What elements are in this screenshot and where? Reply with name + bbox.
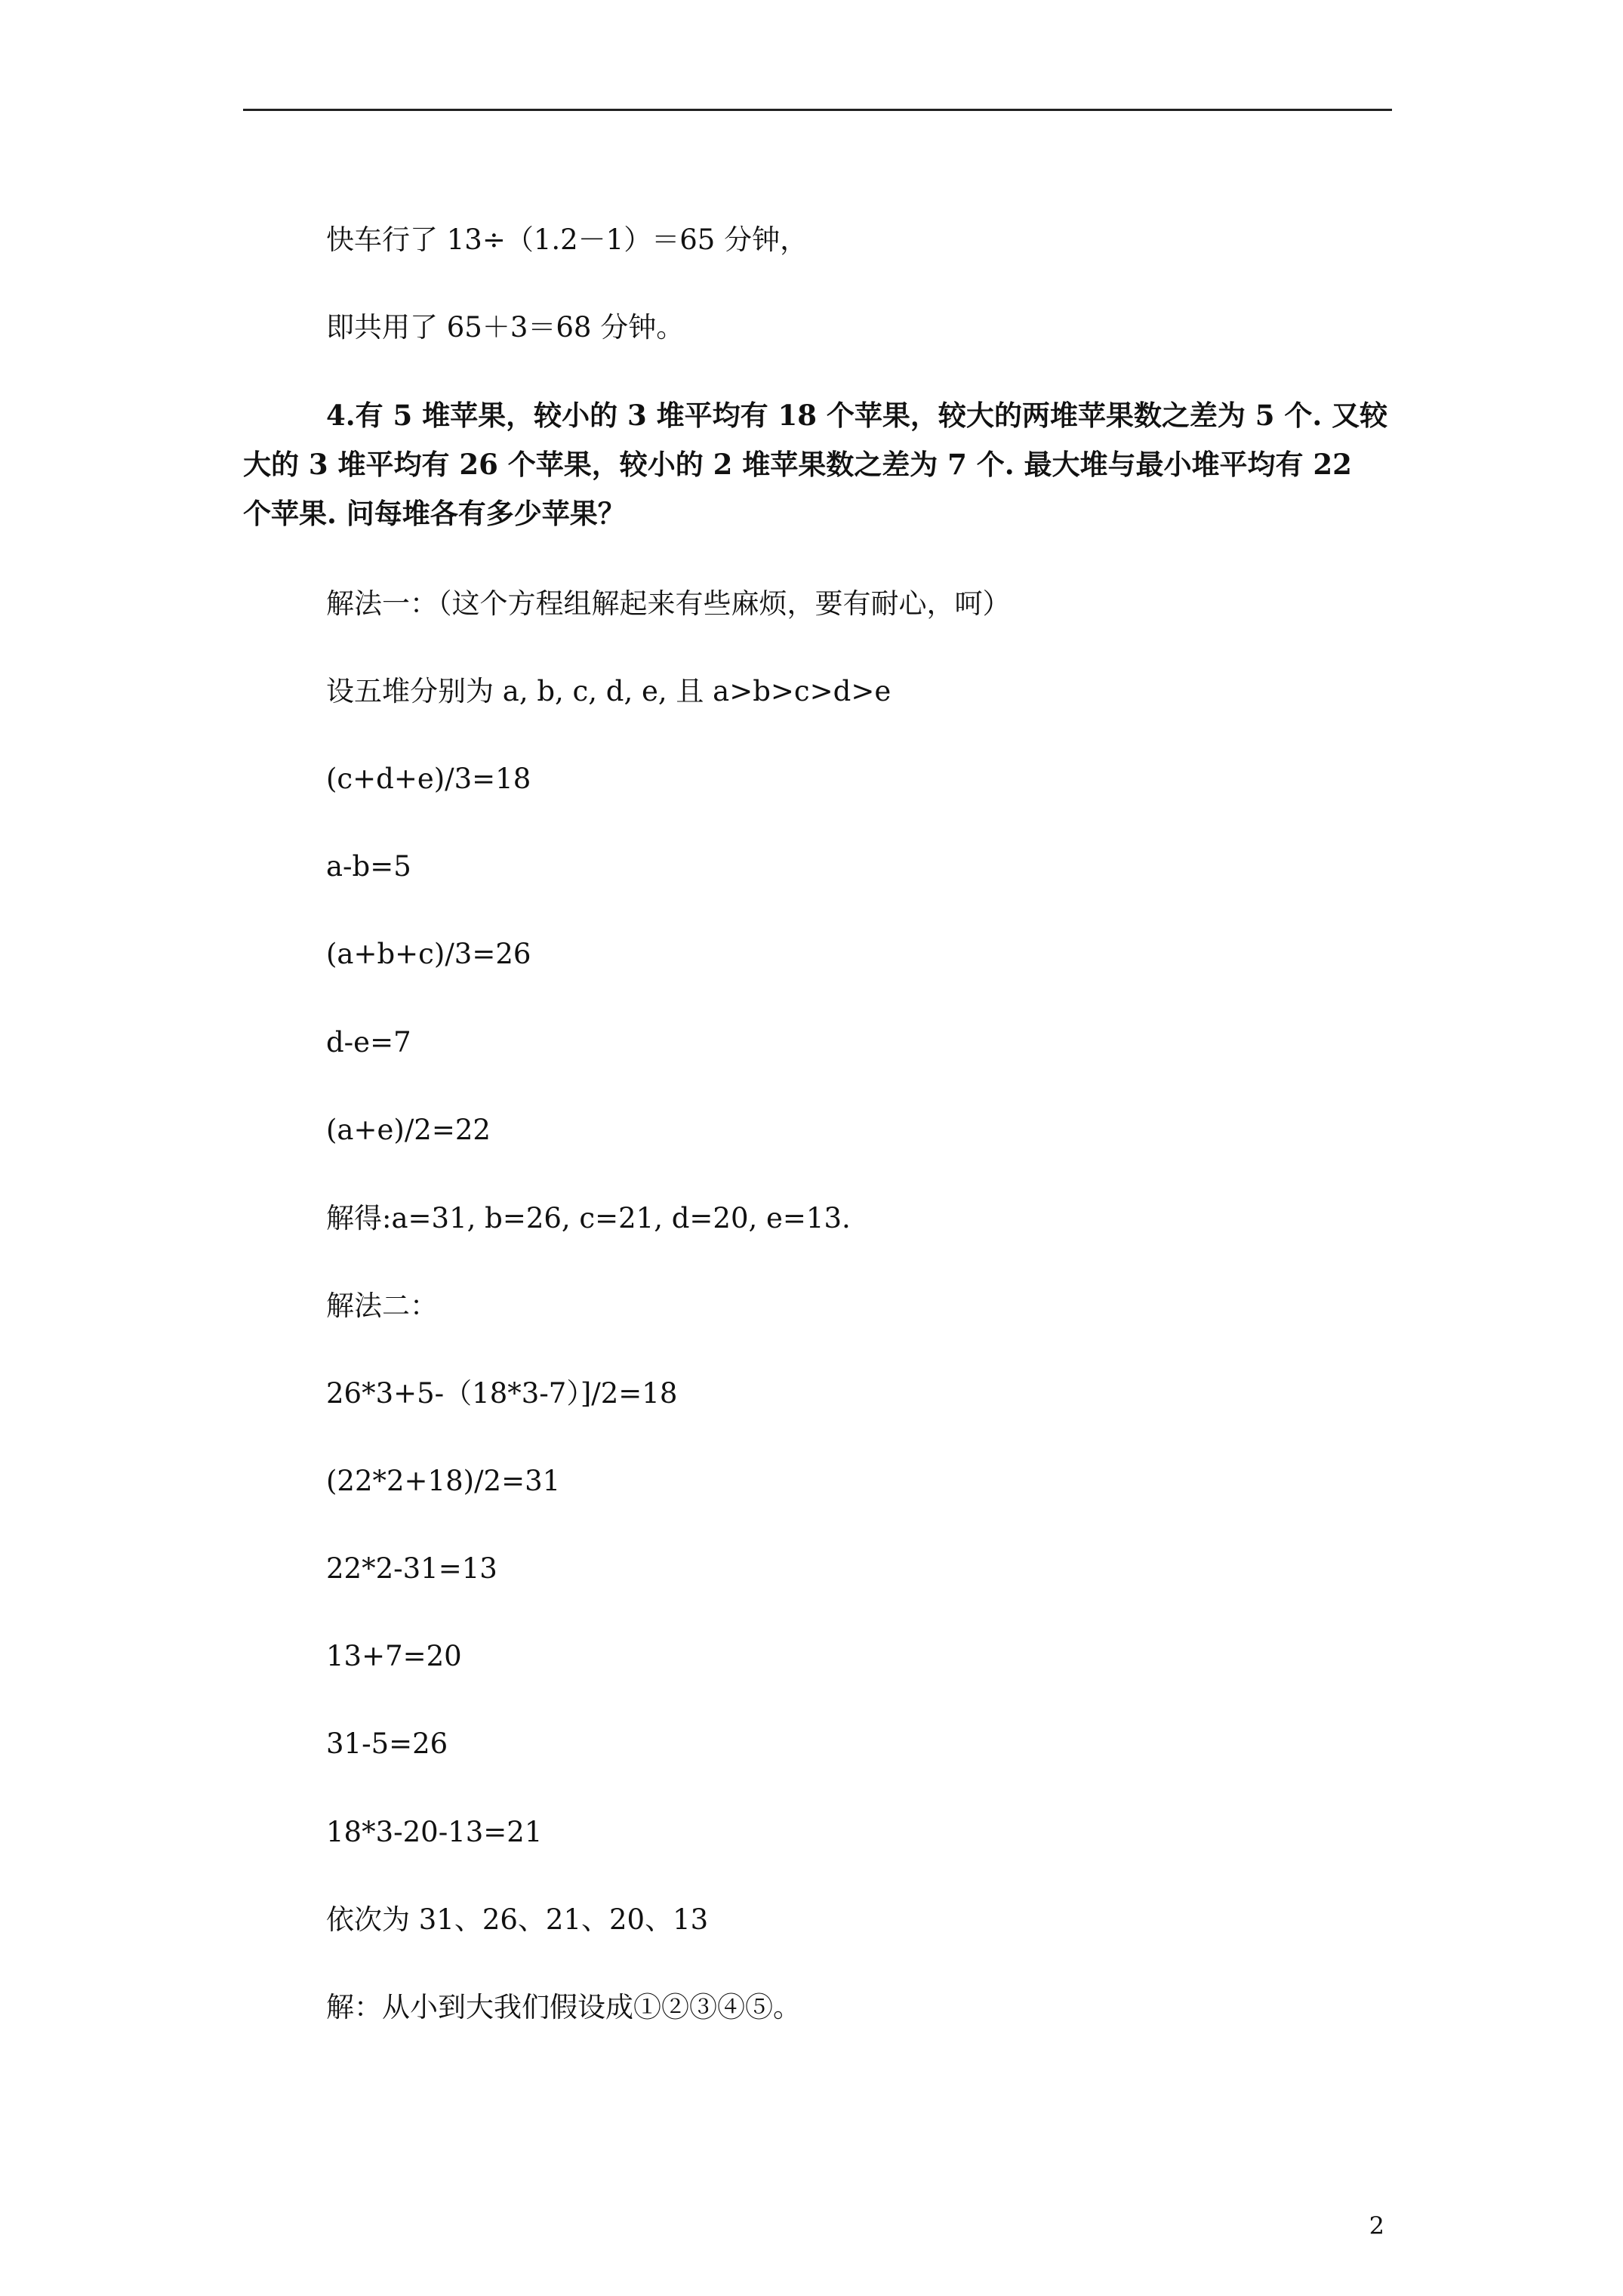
page-number: 2 (1369, 2211, 1384, 2240)
method-2-answer: 依次为 31、26、21、20、13 (326, 1903, 709, 1936)
method-2-step-2: (22*2+18)/2=31 (326, 1465, 561, 1497)
method-1-result: 解得:a=31, b=26, c=21, d=20, e=13. (326, 1202, 851, 1234)
final-line: 解：从小到大我们假设成①②③④⑤。 (326, 1991, 801, 2023)
equation-3: (a+b+c)/3=26 (326, 938, 531, 970)
equation-5: (a+e)/2=22 (326, 1114, 491, 1146)
equation-2: a-b=5 (326, 850, 411, 883)
equation-1: (c+d+e)/3=18 (326, 763, 531, 795)
question-line-2: 大的 3 堆平均有 26 个苹果，较小的 2 堆苹果数之差为 7 个. 最大堆与最小堆平均有 22 (243, 448, 1352, 481)
text-line-total-time: 即共用了 65＋3＝68 分钟。 (326, 311, 685, 344)
method-2-step-3: 22*2-31=13 (326, 1552, 497, 1585)
equation-4: d-e=7 (326, 1026, 411, 1059)
method-1-setup: 设五堆分别为 a, b, c, d, e, 且 a>b>c>d>e (326, 675, 892, 707)
method-2-step-1: 26*3+5-（18*3-7）]/2=18 (326, 1377, 678, 1410)
question-line-1: 4.有 5 堆苹果，较小的 3 堆平均有 18 个苹果，较大的两堆苹果数之差为 5 个. 又较 (326, 399, 1388, 432)
method-2-heading: 解法二： (326, 1290, 438, 1322)
question-line-3: 个苹果. 问每堆各有多少苹果？ (243, 497, 626, 530)
method-2-step-5: 31-5=26 (326, 1727, 448, 1760)
method-1-heading: 解法一：（这个方程组解起来有些麻烦，要有耐心，呵） (326, 587, 1011, 620)
text-line-fast-car: 快车行了 13÷（1.2－1）＝65 分钟， (326, 223, 808, 256)
method-2-step-4: 13+7=20 (326, 1640, 462, 1672)
method-2-step-6: 18*3-20-13=21 (326, 1816, 543, 1848)
header-rule (243, 109, 1392, 111)
